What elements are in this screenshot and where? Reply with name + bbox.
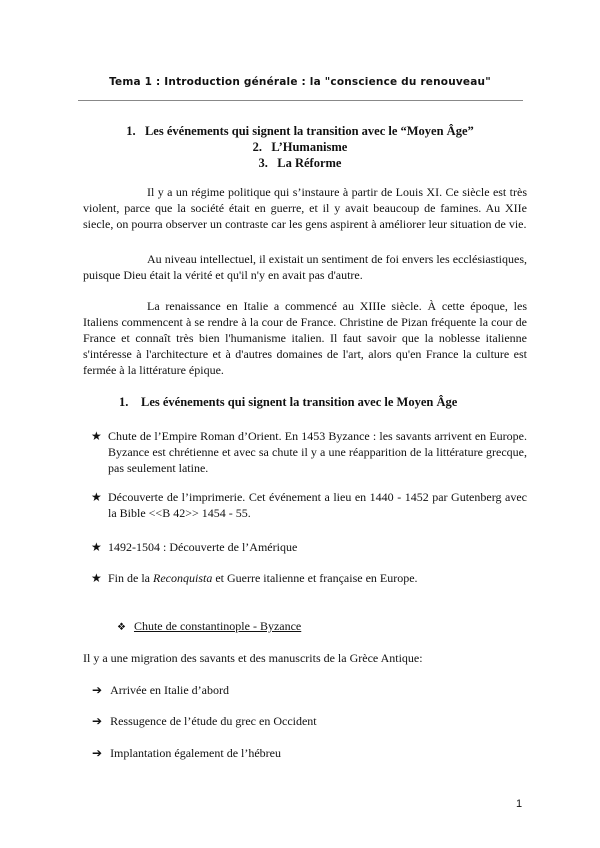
star-icon: ★ [91, 429, 102, 443]
toc-item-2: 2. L’Humanisme [252, 140, 348, 154]
list-item: ★ Découverte de l’imprimerie. Cet événement a lieu en 1440 - 1452 par Gutenberg avec la Bible <<B 42>> 1454 - 55. [91, 490, 527, 520]
arrow-list-item: ➔ Arrivée en Italie d’abord [92, 683, 230, 697]
paragraph: La renaissance en Italie a commencé au XIIIe siècle. À cette époque, les Italiens commencent à se rendre à la cour de France. Christine de Pizan fréquente la cour de France et connaît très bien l'humanisme italien. Il faut savoir que la noblesse italienne s'intéresse à l'architecture et à d'autres domaines de l'art, alors qu'en France la culture est fermée à la littérature épique. [83, 299, 527, 377]
list-item: ★ 1492-1504 : Découverte de l’Amérique [91, 540, 298, 554]
header-rule [78, 100, 523, 101]
list-item: ★ Fin de la Reconquista et Guerre italienne et française en Europe. [91, 571, 418, 585]
page-number: 1 [516, 798, 523, 810]
arrow-list-item: ➔ Implantation également de l’hébreu [92, 746, 281, 760]
paragraph: Il y a un régime politique qui s’instaure à partir de Louis XI. Ce siècle est très violent, parce que la société était en guerre, et il y avait beaucoup de famines. Au XIIe siecle, on pourra observer un contraste car les gens aspirent à améliorer leur situation de vie. [83, 185, 527, 231]
toc-item-1: 1. Les événements qui signent la transition avec le “Moyen Âge” [126, 124, 474, 138]
toc-item-3: 3. La Réforme [258, 156, 342, 170]
star-icon: ★ [91, 490, 102, 504]
list-item: ★ Chute de l’Empire Roman d’Orient. En 1453 Byzance : les savants arrivent en Europe. Byzance est chrétienne et avec sa chute il y a une réapparition de la littérature grecque, pas seulement latine. [91, 429, 527, 475]
star-icon: ★ [91, 540, 102, 554]
document-header-title: Tema 1 : Introduction générale : la "conscience du renouveau" [109, 76, 491, 88]
diamond-icon: ❖ [117, 622, 126, 633]
arrow-right-icon: ➔ [92, 746, 103, 760]
subsection-intro: Il y a une migration des savants et des manuscrits de la Grèce Antique: [83, 651, 423, 665]
subsection-heading: ❖ Chute de constantinople - Byzance [117, 619, 302, 633]
arrow-right-icon: ➔ [92, 683, 103, 697]
paragraph: Au niveau intellectuel, il existait un sentiment de foi envers les ecclésiastiques, puisque Dieu était la vérité et qu'il n'y en avait pas d'autre. [83, 252, 527, 282]
arrow-right-icon: ➔ [92, 714, 103, 728]
section-heading: 1. Les événements qui signent la transition avec le Moyen Âge [119, 395, 458, 409]
star-icon: ★ [91, 571, 102, 585]
arrow-list-item: ➔ Ressugence de l’étude du grec en Occident [92, 714, 317, 728]
